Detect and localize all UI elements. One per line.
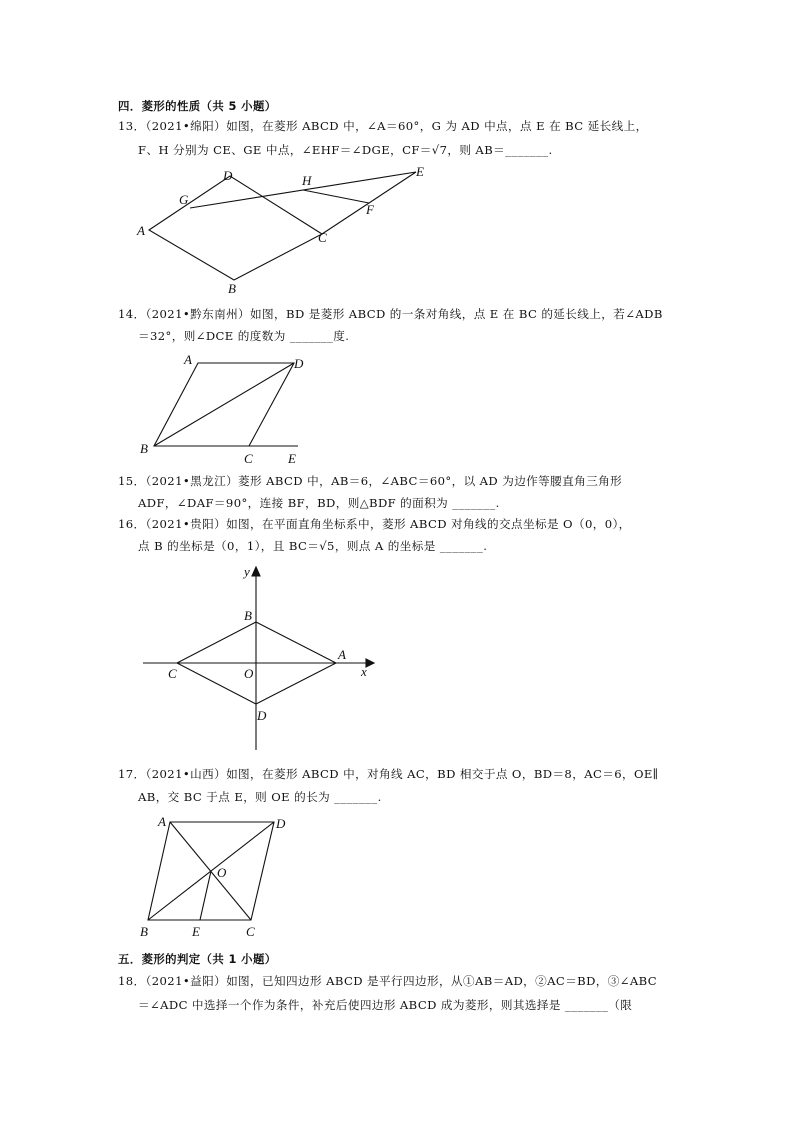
label-e: E <box>416 164 424 179</box>
question-15-line-1: 15．（2021•黑龙江）菱形 ABCD 中，AB＝6，∠ABC＝60°，以 AD 为边作等腰直角三角形 <box>118 474 623 488</box>
question-16-line-2: 点 B 的坐标是（0，1），且 BC＝√5，则点 A 的坐标是 _______. <box>138 539 488 553</box>
label-d: D <box>223 168 233 183</box>
label-a: A <box>158 814 166 829</box>
label-o: O <box>217 865 227 880</box>
label-c: C <box>244 451 253 466</box>
label-e: E <box>192 924 200 939</box>
question-17-line-1: 17．（2021•山西）如图，在菱形 ABCD 中，对角线 AC，BD 相交于点 O，BD＝8，AC＝6，OE∥ <box>118 767 659 781</box>
label-h: H <box>302 173 312 188</box>
label-g: G <box>179 192 189 207</box>
x-axis-arrow <box>366 659 374 667</box>
label-f: F <box>366 202 374 217</box>
label-b: B <box>140 441 148 456</box>
label-c: C <box>168 666 177 681</box>
question-18-line-1: 18．（2021•益阳）如图，已知四边形 ABCD 是平行四边形，从①AB＝AD，②AC＝BD，③∠ABC <box>118 974 658 988</box>
question-18-line-2: ＝∠ADC 中选择一个作为条件，补充后使四边形 ABCD 成为菱形，则其选择是 _______（限 <box>138 998 633 1012</box>
label-a: A <box>338 647 346 662</box>
label-o: O <box>244 666 254 681</box>
question-14-line-1: 14．（2021•黔东南州）如图，BD 是菱形 ABCD 的一条对角线，点 E 在 BC 的延长线上，若∠ADB <box>118 307 663 321</box>
question-17-line-2: AB，交 BC 于点 E，则 OE 的长为 _______. <box>138 790 382 804</box>
question-13-line-1: 13．（2021•绵阳）如图，在菱形 ABCD 中，∠A＝60°，G 为 AD 中点，点 E 在 BC 延长线上， <box>118 119 648 133</box>
label-b: B <box>228 281 236 296</box>
label-c: C <box>246 924 255 939</box>
question-14-line-2: ＝32°，则∠DCE 的度数为 _______度. <box>138 329 350 343</box>
label-d: D <box>276 816 286 831</box>
figure-17 <box>136 810 296 940</box>
question-15-line-2: ADF，∠DAF＝90°，连接 BF，BD，则△BDF 的面积为 _______. <box>138 496 500 510</box>
label-d: D <box>257 708 267 723</box>
question-13-line-2: F、H 分别为 CE、GE 中点，∠EHF＝∠DGE，CF＝√7，则 AB＝_______. <box>138 143 553 157</box>
section-four-heading: 四．菱形的性质（共 5 小题） <box>118 99 277 113</box>
question-16-line-1: 16．（2021•贵阳）如图，在平面直角坐标系中，菱形 ABCD 对角线的交点坐标是 O（0，0）， <box>118 517 631 531</box>
y-axis-arrow <box>252 567 260 576</box>
section-five-heading: 五．菱形的判定（共 1 小题） <box>118 952 277 966</box>
label-b: B <box>140 924 148 939</box>
label-y: y <box>244 564 250 579</box>
label-e: E <box>288 451 296 466</box>
figure-16 <box>138 560 378 752</box>
label-a: A <box>184 352 192 367</box>
figure-13 <box>130 162 440 298</box>
segment-hf <box>303 190 369 203</box>
diagonal-bd <box>154 363 294 446</box>
label-c: C <box>318 230 327 245</box>
figure-14 <box>136 350 316 468</box>
label-x: x <box>361 664 367 679</box>
label-a: A <box>137 223 145 238</box>
label-b: B <box>244 608 252 623</box>
label-d: D <box>294 356 304 371</box>
